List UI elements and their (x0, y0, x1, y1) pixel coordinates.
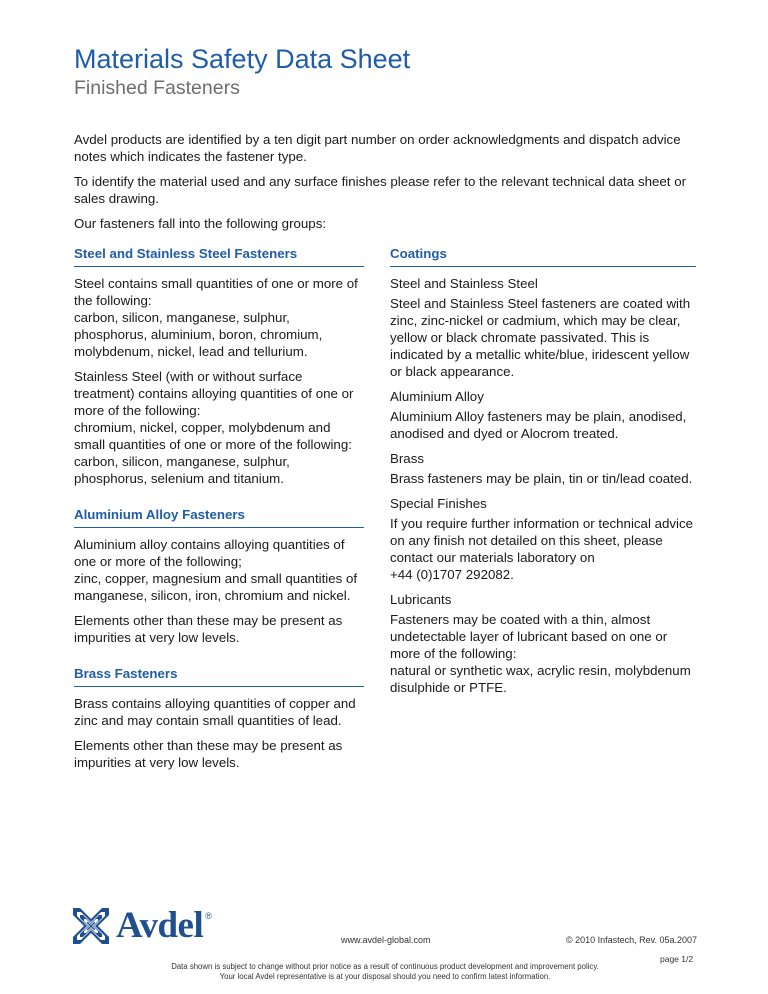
special-finishes-subheading: Special Finishes (390, 496, 487, 511)
page-title: Materials Safety Data Sheet (74, 44, 411, 74)
registered-mark: ® (205, 911, 212, 921)
intro-paragraph-1: Avdel products are identified by a ten digit part number on order acknowledgments and dispatch advice notes which indicates the fastener type. (74, 132, 681, 164)
brass-paragraph: Brass contains alloying quantities of copper and zinc and may contain small quantities of lead. (74, 696, 356, 728)
disclaimer (120, 962, 650, 981)
copyright-notice: © 2010 Infastech, Rev. 05a.2007 (566, 935, 698, 945)
intro-paragraph-2: To identify the material used and any surface finishes please refer to the relevant technical data sheet or sales drawing. (74, 174, 687, 206)
disclaimer-line-1: Data shown is subject to change without prior notice as a result of continuous product development and improvement policy. (171, 962, 599, 971)
stainless-paragraph (74, 368, 364, 487)
lubricants-list: natural or synthetic wax, acrylic resin, molybdenum disulphide or PTFE. (390, 663, 691, 695)
stainless-elements-list: chromium, nickel, copper, molybdenum and small quantities of one or more of the following: carbon, silicon, manganese, sulphur, phosphorus, selenium and titanium. (74, 420, 352, 486)
lubricants-text: Fasteners may be coated with a thin, almost undetectable layer of lubricant based on one or more of the following: (390, 612, 668, 661)
aluminium-intro-text: Aluminium alloy contains alloying quantities of one or more of the following; (74, 537, 345, 569)
aluminium-paragraph (74, 536, 364, 604)
coating-steel-subheading: Steel and Stainless Steel (390, 276, 538, 291)
website-link[interactable]: www.avdel-global.com (341, 935, 431, 945)
left-column (74, 245, 364, 779)
coatings-heading: Coatings (390, 245, 696, 267)
right-column (390, 245, 696, 704)
laboratory-phone: +44 (0)1707 292082. (390, 567, 514, 582)
steel-intro-text: Steel contains small quantities of one or more of the following: (74, 276, 358, 308)
steel-fasteners-heading: Steel and Stainless Steel Fasteners (74, 245, 364, 267)
steel-elements-list: carbon, silicon, manganese, sulphur, phosphorus, aluminium, boron, chromium, molybdenum, nickel, lead and tellurium. (74, 310, 323, 359)
brass-impurities-text: Elements other than these may be present as impurities at very low levels. (74, 738, 343, 770)
avdel-logo-text: Avdel (116, 905, 204, 946)
page-subtitle: Finished Fasteners (74, 77, 240, 99)
coating-brass-subheading: Brass (390, 451, 424, 466)
coating-aluminium-subheading: Aluminium Alloy (390, 389, 484, 404)
aluminium-impurities-text: Elements other than these may be present as impurities at very low levels. (74, 613, 343, 645)
stainless-intro-text: Stainless Steel (with or without surface treatment) contains alloying quantities of one or more of the following: (74, 369, 354, 418)
steel-paragraph (74, 275, 364, 360)
coating-aluminium-text: Aluminium Alloy fasteners may be plain, anodised, anodised and dyed or Alocrom treated. (390, 409, 687, 441)
page-number: page 1/2 (660, 954, 694, 964)
intro-paragraph-3: Our fasteners fall into the following groups: (74, 216, 327, 231)
disclaimer-line-2: Your local Avdel representative is at your disposal should you need to confirm latest information. (219, 971, 551, 981)
special-finishes-paragraph (390, 515, 696, 583)
lubricants-paragraph (390, 611, 696, 696)
aluminium-fasteners-heading: Aluminium Alloy Fasteners (74, 506, 364, 528)
lubricants-subheading: Lubricants (390, 592, 452, 607)
avdel-logo (73, 905, 212, 946)
intro-section (74, 131, 704, 240)
special-finishes-text: If you require further information or technical advice on any finish not detailed on this sheet, please contact our materials laboratory on (390, 516, 694, 565)
aluminium-elements-list: zinc, copper, magnesium and small quantities of manganese, silicon, iron, chromium and nickel. (74, 571, 358, 603)
avdel-mark-icon (73, 908, 109, 944)
brass-fasteners-heading: Brass Fasteners (74, 665, 364, 687)
coating-brass-text: Brass fasteners may be plain, tin or tin/lead coated. (390, 471, 693, 486)
coating-steel-text: Steel and Stainless Steel fasteners are coated with zinc, zinc-nickel or cadmium, which may be clear, yellow or black chromate passivated. This is indicated by a metallic white/blue, iridescent yellow or black appearance. (390, 296, 691, 379)
